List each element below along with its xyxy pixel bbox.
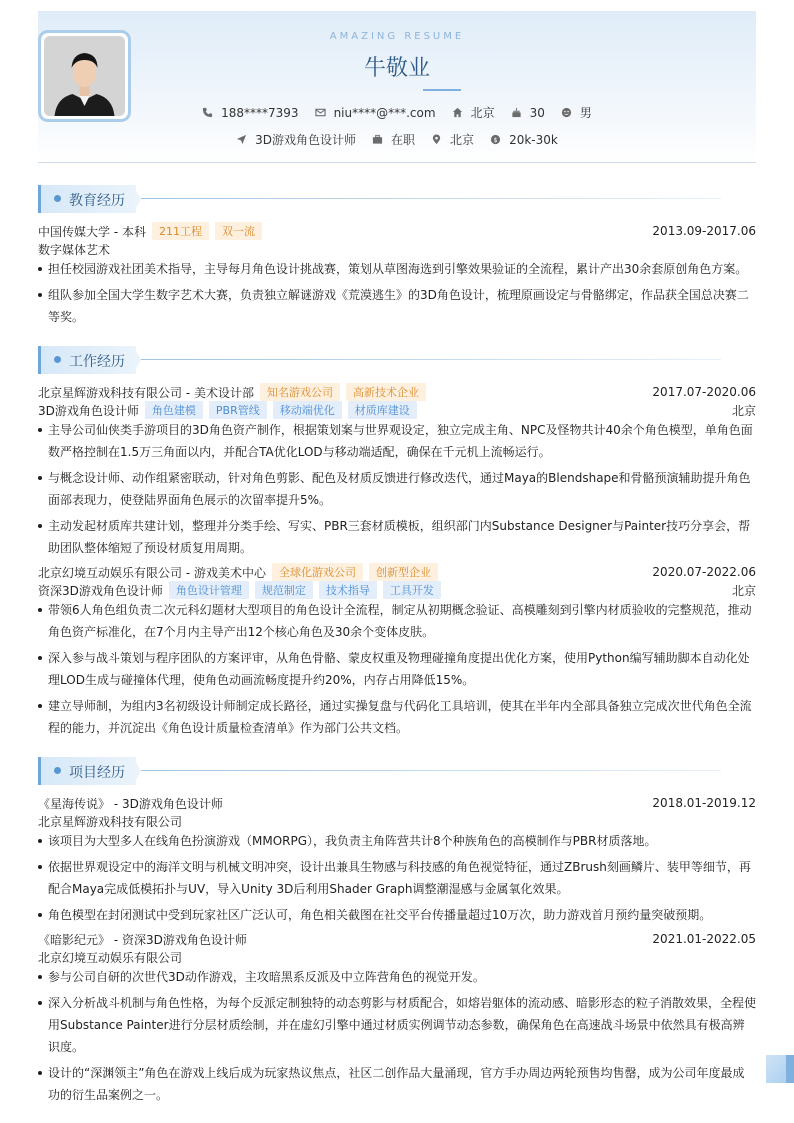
list-item: 依据世界观设定中的海洋文明与机械文明冲突，设计出兼具生物感与科技感的角色视觉特征，通过ZBrush刻画鳞片、装甲等细节，再配合Maya完成低模拓扑与UV，导入Unity 3D后利用Shader Graph调整潮湿感与金属氧化效果。 [38,856,756,900]
list-item: 与概念设计师、动作组紧密联动，针对角色剪影、配色及材质反馈进行修改迭代，通过Maya的Blendshape和骨骼预演辅助提升角色面部表现力，使登陆界面角色展示的次留率提升5%。 [38,467,756,511]
section-arrow [133,185,141,213]
project-bullets [38,830,756,930]
work-bullets [38,599,756,743]
section-divider [141,770,721,771]
project-company-row [38,812,756,830]
gender-info [561,104,592,121]
project-entry-header [38,930,756,948]
section-arrow [133,346,141,374]
company-name: 北京星辉游戏科技有限公司 - 美术设计部 [38,385,254,400]
school-name: 中国传媒大学 - 本科 [38,224,146,239]
section-divider [141,198,721,199]
skill-tag: 角色建模 [145,401,203,419]
skill-tag: 技术指导 [319,581,377,599]
mail-icon [315,107,326,118]
target-position-text: 3D游戏角色设计师 [255,133,357,147]
work-role-row [38,401,756,419]
project-company: 北京幻境互动娱乐有限公司 [38,950,183,965]
project-section-header [38,757,756,785]
company-tag: 创新型企业 [369,563,438,581]
education-section-header [38,185,756,213]
skill-tag: 移动端优化 [273,401,342,419]
home-text: 北京 [470,106,495,120]
job-status-info [372,131,415,148]
job-role: 3D游戏角色设计师 [38,403,139,418]
project-bullets [38,966,756,1110]
education-major-row [38,240,756,258]
project-company-row [38,948,756,966]
school-tag: 211工程 [152,222,209,240]
job-role: 资深3D游戏角色设计师 [38,583,163,598]
section-dot-icon [54,767,61,774]
gender-text: 男 [579,106,592,120]
work-date: 2017.07-2020.06 [652,385,756,399]
education-date: 2013.09-2017.06 [652,224,756,238]
email-info [315,106,436,120]
section-tab [38,757,136,785]
list-item: 角色模型在封闭测试中受到玩家社区广泛认可，角色相关截图在社交平台传播量超过10万次，助力游戏首月预约量突破预期。 [38,904,756,926]
work-section-header [38,346,756,374]
work-date: 2020.07-2022.06 [652,565,756,579]
target-city-text: 北京 [450,133,475,147]
section-tab [38,185,136,213]
section-title: 教育经历 [69,193,125,209]
project-entry-header [38,794,756,812]
target-position-info [236,131,356,148]
major-name: 数字媒体艺术 [38,242,111,257]
section-title: 工作经历 [69,354,125,370]
svg-text:$: $ [493,135,498,144]
list-item: 设计的“深渊领主”角色在游戏上线后成为玩家热议焦点，社区二创作品大量涌现，官方手办周边两轮预售均售罄，成为公司年度最成功的衍生品案例之一。 [38,1062,756,1106]
education-entry-header [38,222,756,240]
company-tag: 高新技术企业 [346,383,426,401]
work-city: 北京 [731,583,756,598]
home-info [452,104,495,121]
company-name: 北京幻境互动娱乐有限公司 - 游戏美术中心 [38,565,266,580]
list-item: 带领6人角色组负责二次元科幻题材大型项目的角色设计全流程，制定从初期概念验证、高模雕刻到引擎内材质验收的完整规范，推动角色资产标准化，在7个月内主导产出12个核心角色及30余个变体皮肤。 [38,599,756,643]
candidate-name: 牛敬业 [363,56,430,81]
section-title: 项目经历 [69,765,125,781]
list-item: 深入参与战斗策划与程序团队的方案评审，从角色骨骼、蒙皮权重及物理碰撞角度提出优化方案，使用Python编写辅助脚本自动化处理LOD生成与碰撞体代理，使角色动画流畅度提升约20%，内存占用降低15%。 [38,647,756,691]
salary-text: 20k-30k [509,132,558,147]
name-underline [423,89,461,91]
list-item: 主动发起材质库共建计划，整理并分类手绘、写实、PBR三套材质模板，组织部门内Substance Designer与Painter技巧分享会，帮助团队整体缩短了预设材质复用周期。 [38,515,756,559]
work-entry-header [38,563,756,581]
salary-info [490,133,558,147]
phone-text: 188****7393 [221,105,299,120]
skill-tag: 规范制定 [255,581,313,599]
company-tag: 全球化游戏公司 [272,563,363,581]
project-date: 2018.01-2019.12 [652,796,756,810]
section-dot-icon [54,195,61,202]
list-item: 参与公司自研的次世代3D动作游戏，主攻暗黑系反派及中立阵营角色的视觉开发。 [38,966,756,988]
list-item: 组队参加全国大学生数字艺术大赛，负责独立解谜游戏《荒漠逃生》的3D角色设计，梳理原画设定与骨骼绑定，作品获全国总决赛二等奖。 [38,284,756,328]
list-item: 主导公司仙侠类手游项目的3D角色资产制作，根据策划案与世界观设定，独立完成主角、NPC及怪物共计40余个角色模型，单角色面数严格控制在1.5万三角面以内，并配合TA优化LOD与移动端适配，确保在千元机上流畅运行。 [38,419,756,463]
section-divider [141,359,721,360]
skill-tag: PBR管线 [209,401,267,419]
list-item: 建立导师制，为组内3名初级设计师制定成长路径，通过实操复盘与代码化工具培训，使其在半年内全部具备独立完成次世代角色全流程的能力，并沉淀出《角色设计质量检查清单》作为部门公共文档。 [38,695,756,739]
job-status-text: 在职 [391,133,416,147]
contact-row [38,104,756,121]
work-role-row [38,581,756,599]
send-icon [236,134,247,145]
target-city-info [431,131,474,148]
project-date: 2021.01-2022.05 [652,932,756,946]
briefcase-icon [372,134,383,145]
project-title: 《暗影纪元》 - 资深3D游戏角色设计师 [38,932,247,947]
skill-tag: 工具开发 [383,581,441,599]
cake-icon [511,107,522,118]
phone-info [202,106,298,120]
home-icon [452,107,463,118]
section-dot-icon [54,356,61,363]
project-company: 北京星辉游戏科技有限公司 [38,814,183,829]
location-icon [431,134,442,145]
list-item: 深入分析战斗机制与角色性格，为每个反派定制独特的动态剪影与材质配合，如熔岩躯体的流动感、暗影形态的粒子消散效果，全程使用Substance Painter进行分层材质绘制，并在虚幻引擎中通过材质实例调节动态参数，确保角色在高速战斗场景中依然具有极高辨识度。 [38,992,756,1058]
gender-icon [561,107,572,118]
job-intent-row [38,131,756,148]
project-title: 《星海传说》 - 3D游戏角色设计师 [38,796,223,811]
list-item: 该项目为大型多人在线角色扮演游戏（MMORPG），我负责主角阵营共计8个种族角色的高模制作与PBR材质落地。 [38,830,756,852]
resume-subtitle: AMAZING RESUME [329,31,465,42]
school-tag: 双一流 [215,222,262,240]
company-tag: 知名游戏公司 [260,383,340,401]
skill-tag: 角色设计管理 [169,581,249,599]
email-text: niu****@***.com [333,105,436,120]
age-text: 30 [529,105,545,120]
work-entry-header [38,383,756,401]
skill-tag: 材质库建设 [348,401,417,419]
page-corner-accent [786,1055,794,1083]
education-bullets [38,258,756,332]
age-info [511,106,545,120]
list-item: 担任校园游戏社团美术指导，主导每月角色设计挑战赛，策划从草图海选到引擎效果验证的全流程，累计产出30余套原创角色方案。 [38,258,756,280]
resume-header [38,11,756,163]
phone-icon [202,107,213,118]
work-city: 北京 [731,403,756,418]
work-bullets [38,419,756,563]
section-arrow [133,757,141,785]
section-tab [38,346,136,374]
money-icon [490,134,501,145]
